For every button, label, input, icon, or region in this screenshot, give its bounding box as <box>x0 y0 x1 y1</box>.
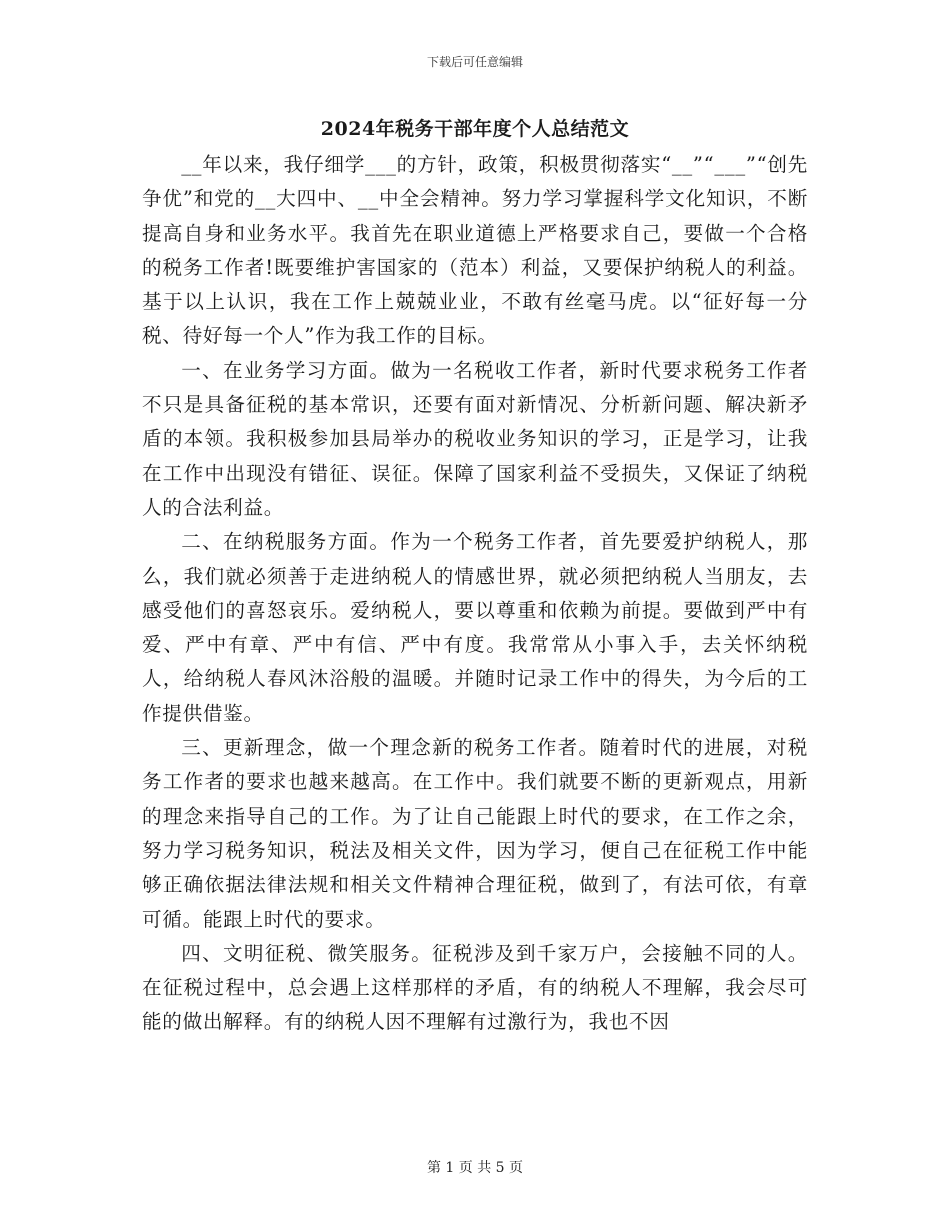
page-footer: 第 1 页 共 5 页 <box>426 1160 524 1176</box>
paragraph-section-2: 二、在纳税服务方面。作为一个税务工作者，首先要爱护纳税人，那么，我们就必须善于走进纳税人的情感世界，就必须把纳税人当朋友，去感受他们的喜怒哀乐。爱纳税人，要以尊重和依赖为前提。要做到严中有爱、严中有章、严中有信、严中有度。我常常从小事入手，去关怀纳税人，给纳税人春风沐浴般的温暖。并随时记录工作中的得失，为今后的工作提供借鉴。 <box>142 530 808 725</box>
paragraph-section-4: 四、文明征税、微笑服务。征税涉及到千家万户，会接触不同的人。在征税过程中，总会遇上这样那样的矛盾，有的纳税人不理解，我会尽可能的做出解释。有的纳税人因不理解有过激行为，我也不因 <box>142 941 808 1034</box>
paragraph-section-1: 一、在业务学习方面。做为一名税收工作者，新时代要求税务工作者不只是具备征税的基本常识，还要有面对新情况、分析新问题、解决新矛盾的本领。我积极参加县局举办的税收业务知识的学习，正是学习，让我在工作中出现没有错征、误征。保障了国家利益不受损失，又保证了纳税人的合法利益。 <box>142 358 808 519</box>
document-body <box>142 148 808 1040</box>
header-note: 下载后可任意编辑 <box>426 55 523 69</box>
paragraph-intro: __年以来，我仔细学___的方针，政策，积极贯彻落实“__”“___”“创先争优”和党的__大四中、__中全会精神。努力学习掌握科学文化知识，不断提高自身和业务水平。我首先在职业道德上严格要求自己，要做一个合格的税务工作者!既要维护害国家的（范本）利益，又要保护纳税人的利益。基于以上认识，我在工作上兢兢业业，不敢有丝毫马虎。以“征好每一分税、待好每一个人”作为我工作的目标。 <box>142 153 808 348</box>
document-title: 2024年税务干部年度个人总结范文 <box>320 118 630 140</box>
paragraph-section-3: 三、更新理念，做一个理念新的税务工作者。随着时代的进展，对税务工作者的要求也越来越高。在工作中。我们就要不断的更新观点，用新的理念来指导自己的工作。为了让自己能跟上时代的要求，在工作之余，努力学习税务知识，税法及相关文件，因为学习，便自己在征税工作中能够正确依据法律法规和相关文件精神合理征税，做到了，有法可依，有章可循。能跟上时代的要求。 <box>142 736 808 931</box>
